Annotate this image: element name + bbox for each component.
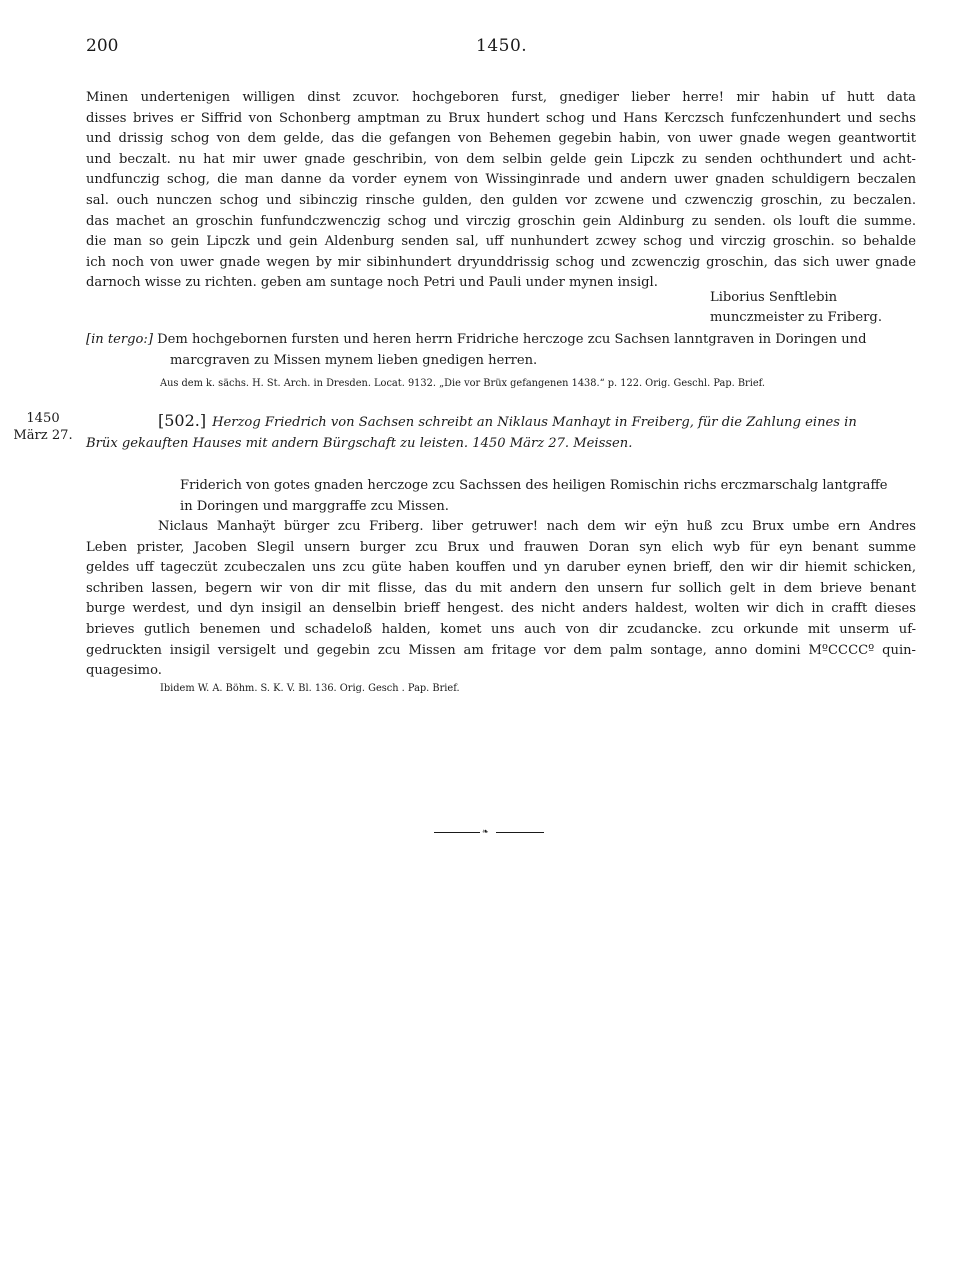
running-head-year: 1450. xyxy=(476,36,528,56)
margin-year: 1450 xyxy=(26,411,60,426)
document-502-heading xyxy=(86,410,916,454)
in-tergo-address xyxy=(86,330,916,371)
margin-date-note xyxy=(8,410,78,444)
letter-1-line: disses brives er Siffrid von Schonberg amptman zu Brux hundert schog und Hans Kerczsch funfczenhundert und sechs xyxy=(86,110,916,126)
source-citation-1: Aus dem k. sächs. H. St. Arch. in Dresden. Locat. 9132. „Die vor Brüx gefangenen 1438.“ p. 122. Orig. Geschl. Pap. Brief. xyxy=(160,378,766,389)
section-end-ornament xyxy=(434,827,544,836)
document-number: [502.] xyxy=(158,411,207,430)
margin-date: März 27. xyxy=(13,428,73,443)
signature-title: munczmeister zu Friberg. xyxy=(710,310,882,325)
document-title-line-1: Herzog Friedrich von Sachsen schreibt an Niklaus Manhayt in Freiberg, für die Zahlung eines in xyxy=(212,415,857,430)
in-tergo-line-1: Dem hochgebornen fursten und heren herrn Fridriche herczoge zcu Sachsen lanntgraven in Doringen und xyxy=(157,332,867,347)
letter-1-line: sal. ouch nunczen schog und sibinczig rinsche gulden, den gulden vor zcwene und czwenczig groschin, zu beczalen. xyxy=(86,192,916,208)
ornament-rule-right xyxy=(496,832,544,833)
letter-1-line: ich noch von uwer gnade wegen by mir sibinhundert dryunddrissig schog und zcwenczig groschin, das sich uwer gnade xyxy=(86,254,916,270)
letter-1-line: das machet an groschin funfundczwenczig schog und virczig groschin gein Aldinburg zu senden. ols louft die summe. xyxy=(86,213,916,229)
page-header xyxy=(86,36,916,62)
ornament-rule-left xyxy=(434,832,480,833)
signature-name: Liborius Senftlebin xyxy=(710,290,838,305)
letter-2-line: Niclaus Manhaÿt bürger zcu Friberg. liber getruwer! nach dem wir eÿn huß zcu Brux umbe ern Andres xyxy=(158,519,916,534)
letter-2-line: geldes uff tageczüt zcubeczalen uns zcu güte haben kouffen und yn daruber eynen brieff, den wir dir hiemit schicken, xyxy=(86,560,916,576)
letter-2-line: schriben lassen, begern wir von dir mit flisse, das du mit andern den unsern fur sollich gelt in dem brieve benant xyxy=(86,580,916,596)
in-tergo-line-2: marcgraven zu Missen mynem lieben gnedigen herren. xyxy=(170,352,538,368)
letter-2-greeting xyxy=(180,476,916,517)
letter-1-line: undfunczig schog, die man danne da vorder eynem von Wissinginrade und andern uwer gnaden schuldigern beczalen xyxy=(86,172,916,188)
letter-2-body xyxy=(86,517,916,682)
page-number: 200 xyxy=(86,36,119,56)
letter-1-line: darnoch wisse zu richten. geben am suntage noch Petri und Pauli under mynen insigl. xyxy=(86,275,658,291)
letter-1-line: und drissig schog von dem gelde, das die gefangen von Behemen gegebin habin, von uwer gnade wegen geantwortit xyxy=(86,131,916,147)
greeting-line-2: in Doringen und marggraffe zcu Missen. xyxy=(180,498,449,514)
greeting-line-1: Friderich von gotes gnaden herczoge zcu Sachssen des heiligen Romischin richs erczmarschalg lantgraffe xyxy=(180,478,888,493)
letter-1-line: Minen undertenigen willigen dinst zcuvor. hochgeboren furst, gnediger lieber herre! mir habin uf hutt data xyxy=(86,90,916,105)
document-title-line-2: Brüx gekauften Hauses mit andern Bürgschaft zu leisten. 1450 März 27. Meissen. xyxy=(86,436,633,451)
ornament-flourish-icon: ❧ xyxy=(482,827,489,836)
letter-2-line: brieves gutlich benemen und schadeloß halden, komet uns auch von dir zcudancke. zcu orkunde mit unserm uf- xyxy=(86,621,916,637)
letter-2-line: gedruckten insigil versigelt und gegebin zcu Missen am fritage vor dem palm sontage, anno domini MºCCCCº quin- xyxy=(86,642,916,658)
letter-1-line: und beczalt. nu hat mir uwer gnade geschribin, von dem selbin gelde gein Lipczk zu senden ochthundert und acht- xyxy=(86,151,916,167)
in-tergo-label: [in tergo:] xyxy=(86,332,153,347)
letter-1-line: die man so gein Lipczk und gein Aldenburg senden sal, uff nunhundert zcwey schog und virczig groschin. so behalde xyxy=(86,234,916,250)
letter-1-body xyxy=(86,88,916,294)
letter-2-line: burge werdest, und dyn insigil an denselbin brieff hengest. des nicht anders haldest, wolten wir dich in crafft dieses xyxy=(86,601,916,617)
letter-2-line: quagesimo. xyxy=(86,663,162,679)
source-citation-2: Ibidem W. A. Böhm. S. K. V. Bl. 136. Orig. Gesch . Pap. Brief. xyxy=(160,683,460,694)
letter-2-line: Leben prister, Jacoben Slegil unsern burger zcu Brux und frauwen Doran syn elich wyb für eyn benant summe xyxy=(86,539,916,555)
